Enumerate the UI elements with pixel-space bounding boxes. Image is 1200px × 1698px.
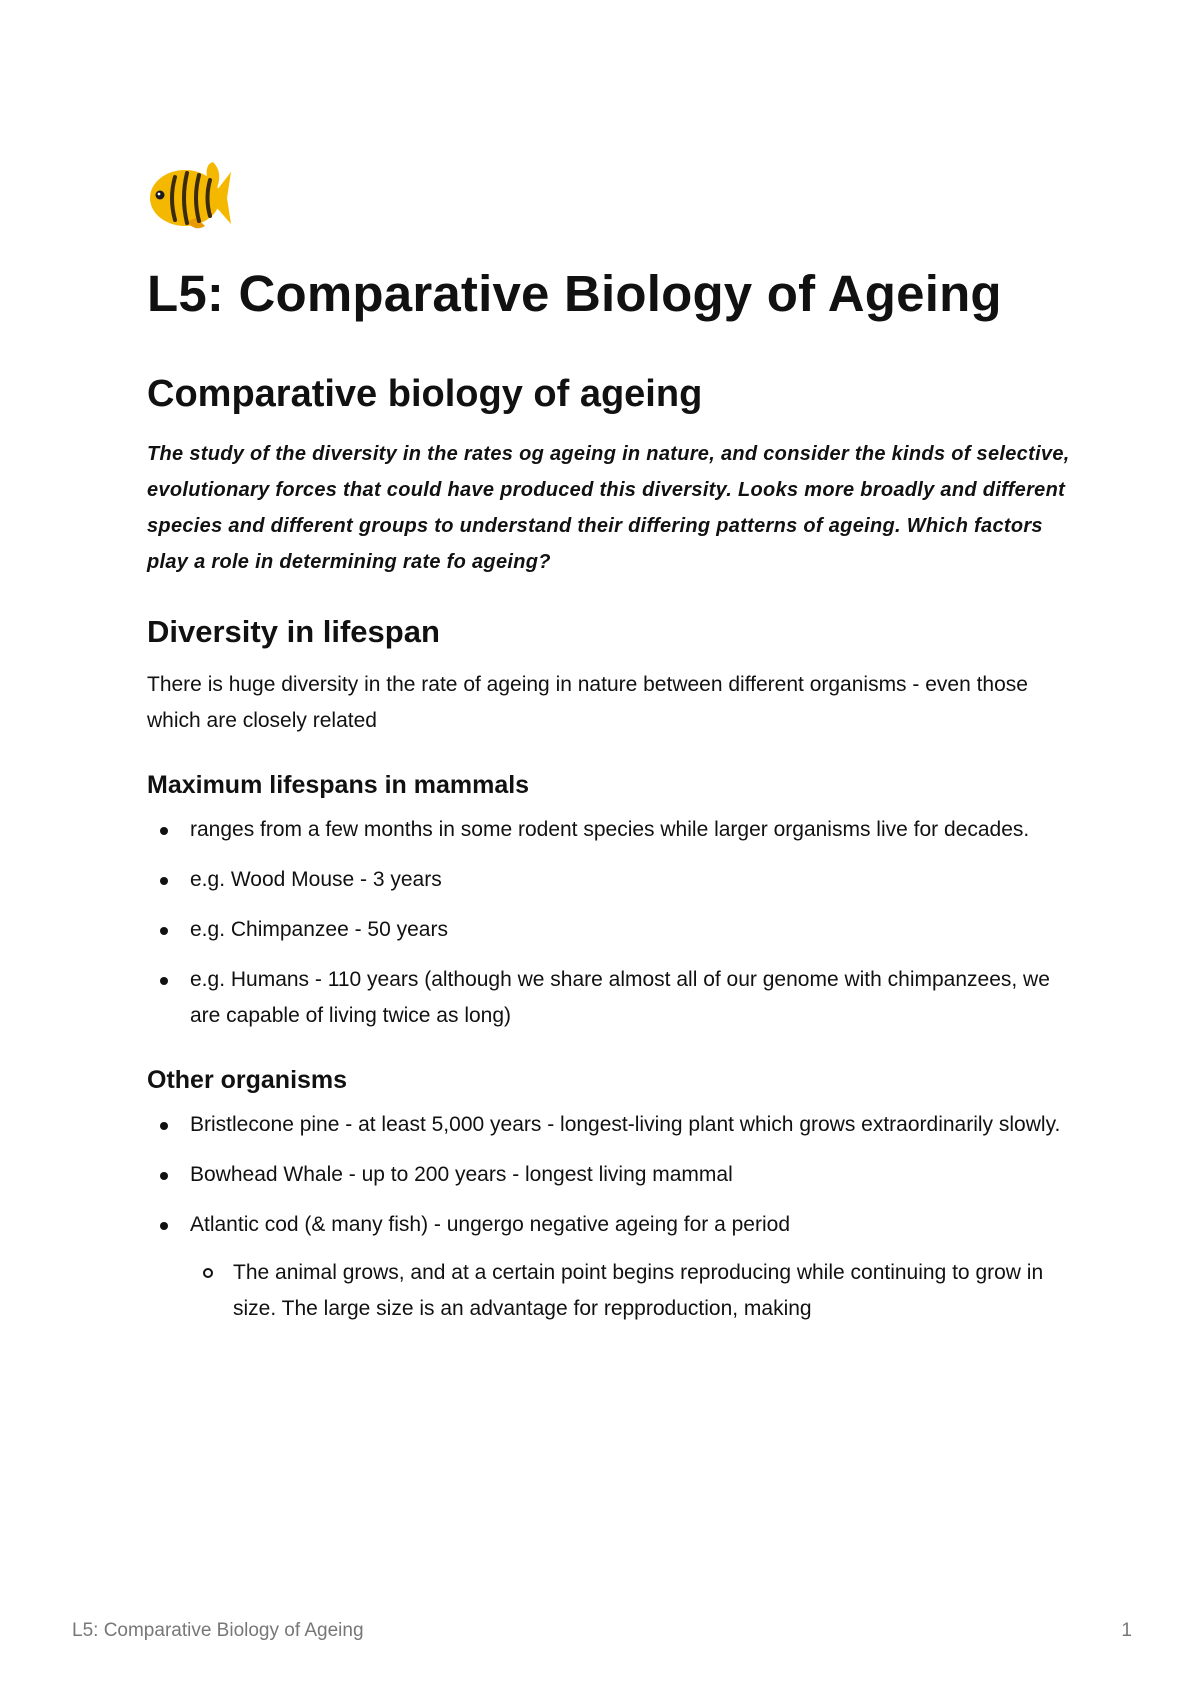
list-item: e.g. Humans - 110 years (although we share almost all of our genome with chimpanzees, we are capable of living twice as long) [147, 962, 1077, 1034]
sub-list-item: The animal grows, and at a certain point begins reproducing while continuing to grow in size. The large size is an advantage for repproduction, making [190, 1255, 1077, 1327]
list-item [147, 1207, 1077, 1327]
mammals-list [147, 812, 1077, 1034]
list-item: Bowhead Whale - up to 200 years - longest living mammal [147, 1157, 1077, 1193]
list-item: e.g. Wood Mouse - 3 years [147, 862, 1077, 898]
section-heading-diversity: Diversity in lifespan [147, 614, 440, 649]
document-page [147, 160, 1077, 1341]
tropical-fish-icon [147, 160, 233, 236]
page-title: L5: Comparative Biology of Ageing [147, 265, 1002, 322]
definition-text: The study of the diversity in the rates og ageing in nature, and consider the kinds of selective, evolutionary forces that could have produced this diversity. Looks more broadly and different species and different groups to understand their differing patterns of ageing. Which factors play a role in determining rate fo ageing? [147, 443, 1070, 573]
list-item: ranges from a few months in some rodent species while larger organisms live for decades. [147, 812, 1077, 848]
cod-sublist [190, 1255, 1077, 1327]
section-heading-mammals: Maximum lifespans in mammals [147, 771, 530, 799]
list-item: e.g. Chimpanzee - 50 years [147, 912, 1077, 948]
list-item: Bristlecone pine - at least 5,000 years - longest-living plant which grows extraordinarily slowly. [147, 1107, 1077, 1143]
page-number: 1 [1121, 1620, 1132, 1641]
footer-title: L5: Comparative Biology of Ageing [72, 1620, 364, 1641]
diversity-paragraph: There is huge diversity in the rate of ageing in nature between different organisms - even those which are closely related [147, 673, 1028, 732]
other-organisms-list [147, 1107, 1077, 1327]
section-heading-other: Other organisms [147, 1066, 348, 1094]
list-item-text: Atlantic cod (& many fish) - ungergo negative ageing for a period [190, 1213, 791, 1236]
section-heading-comparative: Comparative biology of ageing [147, 373, 703, 415]
